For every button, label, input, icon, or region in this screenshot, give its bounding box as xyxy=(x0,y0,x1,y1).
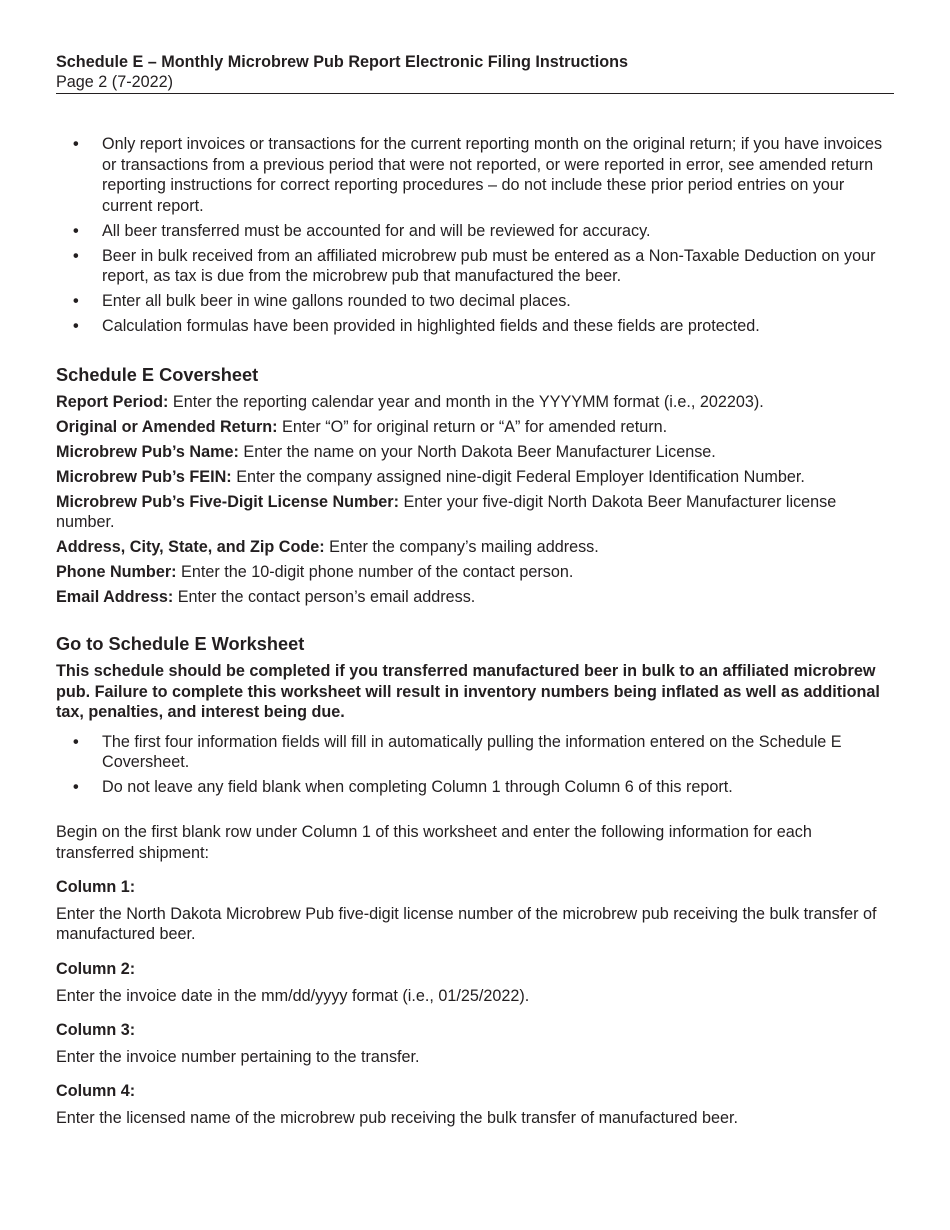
bullet-icon: • xyxy=(73,732,79,751)
field-email xyxy=(56,587,894,608)
instructions-list xyxy=(56,134,894,337)
list-item xyxy=(56,291,894,312)
column-4-text: Enter the licensed name of the microbrew pub receiving the bulk transfer of manufactured beer. xyxy=(56,1108,739,1127)
list-item-text: Do not leave any field blank when completing Column 1 through Column 6 of this report. xyxy=(102,778,733,797)
field-text: Enter the contact person’s email address. xyxy=(177,588,476,607)
field-text: Enter the 10-digit phone number of the contact person. xyxy=(181,563,574,582)
bullet-icon: • xyxy=(73,317,79,336)
field-label: Email Address: xyxy=(56,588,174,607)
list-item xyxy=(56,134,894,216)
page-header xyxy=(56,52,894,94)
list-item-text: Only report invoices or transactions for the current reporting month on the original return; if you have invoices or transactions from a previous period that were not reported, or were reported in error, see amended return reporting instructions for correct reporting procedures – do not include these prior period entries on your current report. xyxy=(102,135,883,215)
list-item xyxy=(56,246,894,287)
field-label: Microbrew Pub’s FEIN: xyxy=(56,467,232,486)
bullet-icon: • xyxy=(73,292,79,311)
field-text: Enter your five-digit North Dakota Beer Manufacturer license number. xyxy=(56,492,837,532)
field-address xyxy=(56,537,894,558)
list-item xyxy=(56,777,894,798)
column-instructions xyxy=(56,877,894,1128)
column-4-heading: Column 4: xyxy=(56,1082,136,1101)
page-number: Page 2 (7-2022) xyxy=(56,73,173,91)
coversheet-fields xyxy=(56,392,894,608)
field-label: Microbrew Pub’s Five-Digit License Number: xyxy=(56,492,399,511)
list-item xyxy=(56,316,894,337)
field-text: Enter the reporting calendar year and month in the YYYYMM format (i.e., 202203). xyxy=(172,392,764,411)
worksheet-heading: Go to Schedule E Worksheet xyxy=(56,633,305,654)
bullet-icon: • xyxy=(73,778,79,797)
list-item-text: Beer in bulk received from an affiliated microbrew pub must be entered as a Non-Taxable Deduction on your report, as tax is due from the microbrew pub that manufactured the beer. xyxy=(102,246,876,286)
list-item-text: Enter all bulk beer in wine gallons rounded to two decimal places. xyxy=(102,292,571,311)
field-label: Address, City, State, and Zip Code: xyxy=(56,538,325,557)
list-item-text: The first four information fields will fill in automatically pulling the information entered on the Schedule E Coversheet. xyxy=(102,732,842,772)
bullet-icon: • xyxy=(73,135,79,153)
list-item xyxy=(56,221,894,242)
field-license-number xyxy=(56,492,894,533)
column-2-text: Enter the invoice date in the mm/dd/yyyy format (i.e., 01/25/2022). xyxy=(56,986,530,1005)
column-3-heading: Column 3: xyxy=(56,1021,136,1040)
field-pub-fein xyxy=(56,467,894,488)
field-text: Enter “O” for original return or “A” for amended return. xyxy=(282,417,668,436)
worksheet-warning: This schedule should be completed if you transferred manufactured beer in bulk to an affiliated microbrew pub. Failure to complete this worksheet will result in inventory numbers being inflated as well as additional tax, penalties, and interest being due. xyxy=(56,661,880,722)
field-label: Original or Amended Return: xyxy=(56,417,278,436)
column-1-text: Enter the North Dakota Microbrew Pub five-digit license number of the microbrew pub receiving the bulk transfer of manufactured beer. xyxy=(56,904,877,944)
document-page xyxy=(56,52,894,1128)
field-label: Phone Number: xyxy=(56,563,177,582)
worksheet-intro: Begin on the first blank row under Column 1 of this worksheet and enter the following information for each transferred shipment: xyxy=(56,822,812,862)
field-phone xyxy=(56,562,894,583)
field-text: Enter the name on your North Dakota Beer Manufacturer License. xyxy=(243,442,716,461)
field-label: Microbrew Pub’s Name: xyxy=(56,442,239,461)
field-pub-name xyxy=(56,442,894,463)
bullet-icon: • xyxy=(73,246,79,265)
field-text: Enter the company assigned nine-digit Federal Employer Identification Number. xyxy=(236,467,805,486)
coversheet-heading: Schedule E Coversheet xyxy=(56,364,259,385)
bullet-icon: • xyxy=(73,221,79,240)
field-text: Enter the company’s mailing address. xyxy=(329,538,599,557)
field-original-amended xyxy=(56,417,894,438)
column-1-heading: Column 1: xyxy=(56,878,136,897)
header-divider xyxy=(56,93,894,94)
list-item-text: All beer transferred must be accounted for and will be reviewed for accuracy. xyxy=(102,221,651,240)
field-label: Report Period: xyxy=(56,392,169,411)
field-report-period xyxy=(56,392,894,413)
column-3-text: Enter the invoice number pertaining to the transfer. xyxy=(56,1047,420,1066)
list-item-text: Calculation formulas have been provided in highlighted fields and these fields are protected. xyxy=(102,317,760,336)
document-title: Schedule E – Monthly Microbrew Pub Report Electronic Filing Instructions xyxy=(56,53,629,71)
list-item xyxy=(56,732,894,773)
worksheet-list xyxy=(56,732,894,798)
column-2-heading: Column 2: xyxy=(56,959,136,978)
